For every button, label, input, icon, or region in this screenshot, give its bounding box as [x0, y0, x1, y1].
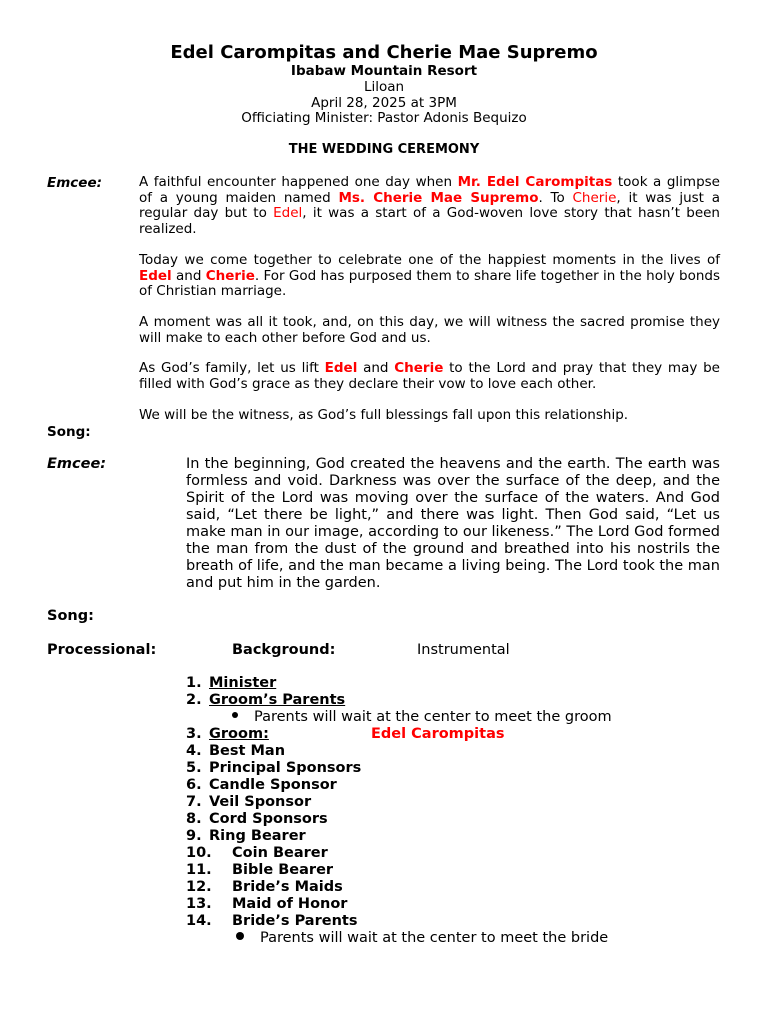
list-item: 10. Coin Bearer [186, 845, 328, 861]
list-item: 12. Bride’s Maids [186, 879, 343, 895]
list-item: 4. Best Man [186, 743, 286, 759]
date-time: April 28, 2025 at 3PM [311, 95, 457, 111]
list-item: 7. Veil Sponsor [186, 794, 312, 810]
list-note: Parents will wait at the center to meet the groom [186, 709, 612, 726]
processional-order-list [186, 675, 612, 947]
emcee-paragraph-1: A faithful encounter happened one day when Mr. Edel Carompitas took a glimpse of a young maiden named Ms. Cherie Mae Supremo. To Cherie, it was just a regular day but to Edel, it was a start of a God-woven love story that hasn’t been realized. [139, 174, 720, 237]
couple-title: Edel Carompitas and Cherie Mae Supremo [170, 42, 598, 63]
song-label-1: Song: [47, 424, 91, 440]
genesis-reading: In the beginning, God created the heavens and the earth. The earth was formless and void. Darkness was over the surface of the deep, and the Spirit of the Lord was moving over the surface of the waters. And God said, “Let there be light,” and there was light. Then God said, “Let us make man in our image, according to our likeness.” The Lord God formed the man from the dust of the ground and breathed into his nostrils the breath of life, and the man became a living being. The Lord took the man and put him in the garden. [186, 456, 720, 591]
list-item: 6. Candle Sponsor [186, 777, 337, 793]
list-item: 3. Groom: Edel Carompitas [186, 726, 505, 742]
bride-name-highlight: Ms. Cherie Mae Supremo [338, 189, 539, 206]
list-item: 1. Minister [186, 675, 277, 691]
groom-name: Edel Carompitas [371, 726, 505, 742]
list-item: 14. Bride’s Parents [186, 913, 358, 929]
list-item: 5. Principal Sponsors [186, 760, 362, 776]
city: Liloan [363, 79, 405, 95]
emcee-paragraph-5: We will be the witness, as God’s full blessings fall upon this relationship. [139, 407, 629, 423]
list-item: 9. Ring Bearer [186, 828, 306, 844]
list-item: 8. Cord Sponsors [186, 811, 328, 827]
venue: Ibabaw Mountain Resort [290, 63, 478, 79]
processional-label: Processional: [47, 642, 157, 658]
groom-name-highlight: Mr. Edel Carompitas [457, 174, 613, 190]
background-label: Background: [232, 642, 336, 658]
emcee-label: Emcee: [47, 175, 103, 191]
emcee-paragraph-3: A moment was all it took, and, on this day, we will witness the sacred promise they will make to each other before God and us. [139, 314, 720, 346]
bullet-icon [232, 712, 238, 718]
list-note: Parents will wait at the center to meet the bride [186, 930, 612, 947]
bullet-icon [236, 932, 244, 940]
officiating-minister: Officiating Minister: Pastor Adonis Bequizo [241, 110, 527, 126]
section-title: THE WEDDING CEREMONY [288, 142, 480, 157]
background-value: Instrumental [417, 642, 510, 658]
song-label-2: Song: [47, 608, 94, 624]
emcee-paragraph-2: Today we come together to celebrate one of the happiest moments in the lives of Edel and Cherie. For God has purposed them to share life together in the holy bonds of Christian marriage. [139, 252, 721, 299]
list-item: 2. Groom’s Parents [186, 692, 346, 708]
emcee-label-2: Emcee: [47, 456, 107, 472]
emcee-paragraph-4: As God’s family, let us lift Edel and Cherie to the Lord and pray that they may be filled with God’s grace as they declare their vow to love each other. [139, 360, 720, 392]
list-item: 13. Maid of Honor [186, 896, 348, 912]
list-item: 11. Bible Bearer [186, 862, 334, 878]
